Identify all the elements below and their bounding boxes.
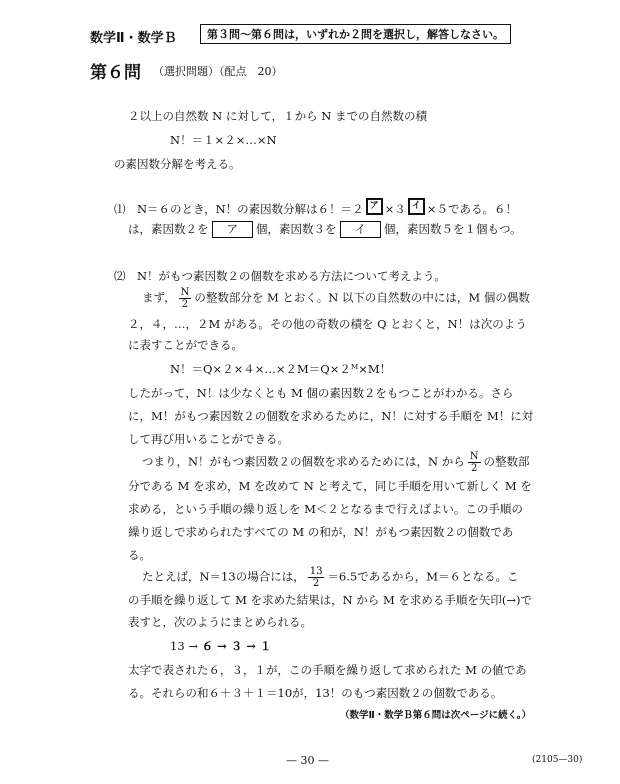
sequence-bold-values: ６ → ３ → １ (201, 639, 272, 653)
fraction-numerator: N (469, 451, 479, 462)
part2-line-3: ２，４，…，２M がある。その他の奇数の積を Q とおくと，N！は次のよう (128, 317, 527, 331)
part2-l14-b: ＝6.5であるから，M＝６となる。こ (327, 569, 519, 584)
part2-l9-a: つまり，N！がもつ素因数２の個数を求めるためには，N から (142, 454, 465, 469)
part1-line-1 (114, 198, 517, 217)
part2-l14-a: たとえば，N＝13の場合には， (142, 569, 305, 584)
fraction-n-over-2 (179, 287, 192, 310)
fraction-numerator: 13 (309, 566, 323, 577)
fraction-denominator: 2 (312, 578, 320, 589)
fraction-numerator: N (180, 287, 190, 298)
part2-line-11: 求める，という手順の繰り返しを M＜２となるまで行えばよい。この手順の (128, 502, 523, 516)
part2-line-13: る。 (128, 548, 151, 562)
sequence-start: 13 → (170, 639, 202, 653)
part2-line-12: 繰り返しで求められたすべての M の和が，N！がもつ素因数２の個数であ (128, 525, 514, 539)
part2-line-2 (142, 287, 530, 310)
answer-box-i-exponent: イ (408, 198, 425, 215)
part2-line-8: して再び用いることができる。 (128, 432, 289, 446)
part2-line-18: 太字で表された６，３，１が，この手順を繰り返して求められた M の値であ (128, 663, 527, 677)
part2-line-15: の手順を繰り返して M を求めた結果は，N から M を求める手順を矢印(→)で (128, 593, 532, 607)
page-number: — 30 — (286, 754, 329, 767)
part1-text-d: 個，素因数３を (256, 222, 337, 236)
intro-formula: N！＝１×２×…×N (170, 133, 277, 147)
intro-line-3: の素因数分解を考える。 (114, 157, 241, 171)
part1-line-2 (128, 221, 522, 238)
part1-text-c: は，素因数２を (128, 222, 209, 236)
instruction-box: 第３問〜第６問は，いずれか２問を選択し，解答しなさい。 (200, 24, 511, 44)
part1-text-e: 個，素因数５を１個もつ。 (384, 222, 522, 236)
document-code: (2105—30) (532, 755, 583, 765)
answer-box-a: ア (212, 221, 254, 238)
fraction-n-over-2-b (468, 451, 481, 474)
part2-line-7: に，M！がもつ素因数２の個数を求めるために，N！に対する手順を M！に対 (128, 409, 534, 423)
part2-line-9 (142, 451, 530, 474)
question-title: 第６問 (90, 63, 141, 83)
answer-box-a-exponent: ア (366, 198, 383, 215)
fraction-13-over-2 (308, 566, 325, 589)
intro-line-1: ２以上の自然数 N に対して，１から N までの自然数の積 (128, 109, 428, 123)
answer-box-i: イ (340, 221, 382, 238)
part2-l9-b: の整数部 (483, 454, 530, 469)
part1-text-a: ⑴ N＝６のとき，N！の素因数分解は６！＝２ (114, 202, 364, 216)
continued-note: （数学Ⅱ・数学Ｂ第６問は次ページに続く。） (340, 710, 532, 721)
part2-line-16: 表すと，次のようにまとめられる。 (128, 615, 312, 629)
question-meta: （選択問題）（配点 20） (153, 65, 283, 78)
subject-title: 数学Ⅱ・数学Ｂ (90, 31, 177, 46)
fraction-denominator: 2 (470, 463, 478, 474)
part2-heading: ⑵ N！がもつ素因数２の個数を求める方法について考えよう。 (114, 269, 446, 283)
part2-line-14 (142, 566, 519, 589)
part2-line-4: に表すことができる。 (128, 338, 243, 352)
part2-l2-a: まず， (142, 290, 176, 305)
part2-line-19: る。それらの和６＋３＋１＝10が，13！のもつ素因数２の個数である。 (128, 686, 503, 700)
part2-l2-b: の整数部分を M とおく。N 以下の自然数の中には，M 個の偶数 (194, 290, 530, 305)
part2-line-10: 分である M を求め，M を改めて N と考えて，同じ手順を用いて新しく M を (128, 479, 532, 493)
sequence-line (170, 638, 271, 654)
part1-text-mid: ×３ (384, 202, 406, 216)
part1-text-b: ×５である。６！ (426, 202, 517, 216)
part2-line-6: したがって，N！は少なくとも M 個の素因数２をもつことがわかる。さら (128, 386, 514, 400)
fraction-denominator: 2 (181, 299, 189, 310)
part2-formula: N！＝Q×２×４×…×２M＝Q×２ᴹ×M！ (170, 362, 392, 376)
